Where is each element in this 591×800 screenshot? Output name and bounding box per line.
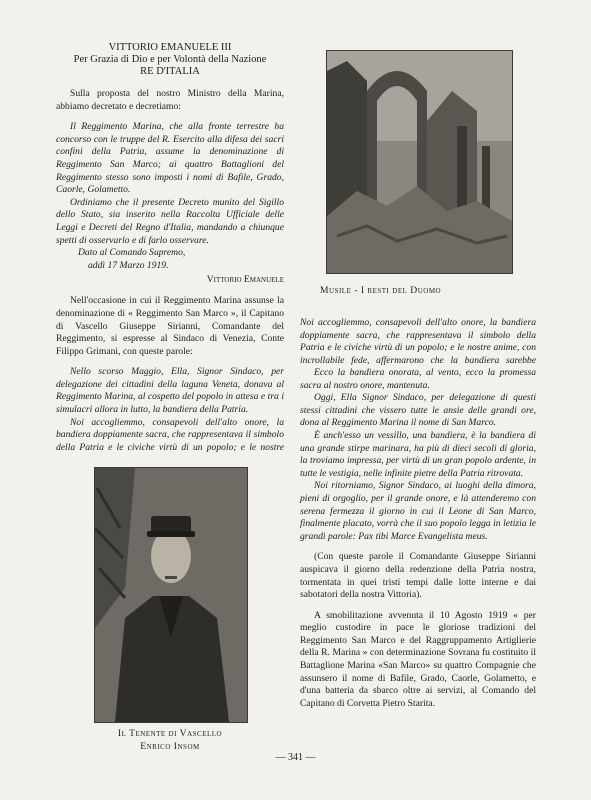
header-grace: Per Grazia di Dio e per Volontà della Nazione — [73, 54, 267, 65]
decree-paragraph-2: Ordiniamo che il presente Decreto munito del Sigillo dello Stato, sia inserito nella Raccolta Ufficiale delle Leggi e Decreti del Regno d'Italia, mandando a chiunque spetti di osservarlo e di farlo osservare. — [56, 196, 284, 246]
decree-date-line-2: addì 17 Marzo 1919. — [88, 259, 169, 271]
decree-signature: Vittorio Emanuele — [206, 274, 284, 286]
header-king-name: VITTORIO EMANUELE III — [108, 42, 232, 53]
right-column — [300, 42, 536, 710]
left-column — [56, 42, 284, 753]
decree-intro: Sulla proposta del nostro Ministro della Marina, abbiamo decretato e decretiamo: — [56, 88, 284, 112]
ruins-image — [327, 51, 512, 273]
body-paragraph-8: È anch'esso un vessillo, una bandiera, è la bandiera di una grande stirpe marinara, ha più di dieci secoli di gloria, la troviamo impressa, per virtù di un gran popolo ardente, in tutte le vestigia, nelle infinite pietre della Patria ritrovata. — [300, 429, 536, 479]
header-title: RE D'ITALIA — [140, 66, 200, 77]
body-paragraph-7: Oggi, Ella Signor Sindaco, per delegazione di questi stessi cittadini che vissero tutte le ansie delle grandi ore, dona al Reggimento Marina il nome di San Marco. — [300, 392, 536, 429]
body-paragraph-10: (Con queste parole il Comandante Giuseppe Sirianni auspicava il giorno della redenzione della Patria nostra, tormentata in quei tristi tempi dalle lotte interne e dai sabotatori della nostra Vittoria). — [300, 551, 536, 601]
body-paragraph-6: Ecco la bandiera onorata, al vento, ecco la promessa sacra al nostro onore, mantenuta. — [300, 367, 536, 391]
ruins-photo — [326, 50, 513, 274]
decree-paragraph-1: Il Reggimento Marina, che alla fronte terrestre ha concorso con le truppe del R. Esercito alla difesa dei sacri confini della Patria, assume la denominazione di Reggimento San Marco; ai quattro Battaglioni del Reggimento stesso sono imposti i nomi di Bafile, Grado, Caorle, Golametto. — [56, 121, 284, 196]
ruins-caption: Musile - I resti del Duomo — [320, 285, 442, 296]
officer-portrait-image — [95, 468, 247, 722]
officer-portrait-photo — [94, 467, 248, 723]
body-paragraph-5-continued: Noi accogliemmo, consapevoli dell'alto onore, la bandiera doppiamente sacra, che rappresentava il simbolo della Patria e le civiche virtù di un popolo; e le nostre anime, con incrollabile fede, affermarono che la bandiera sarebbe — [300, 317, 536, 366]
officer-caption-line-1: Il Tenente di Vascello — [117, 727, 223, 739]
decree-date-line-1: Dato al Comando Supremo, — [78, 247, 186, 259]
body-paragraph-3: Nell'occasione in cui il Reggimento Marina assunse la denominazione di « Reggimento San Marco », il Capitano di Vascello Giuseppe Sirianni, Comandante del Reggimento, si espresse al Sindaco di Venezia, Conte Filippo Grimani, con queste parole: — [56, 295, 284, 357]
body-paragraph-11: A smobilitazione avvenuta il 10 Agosto 1919 « per meglio custodire in pace le gloriose tradizioni del Reggimento San Marco e del Raggruppamento Artiglierie della R. Marina » con determinazione Sovrana fu costituito il Battaglione Marina «San Marco» su quattro Compagnie che assunsero il nome di Bafile, Grado, Caorle, Golametto, e d'una batteria da sbarco oltre ai servizi, al Comando del Capitano di Corvetta Pietro Starita. — [300, 609, 536, 709]
body-paragraph-4: Nello scorso Maggio, Ella, Signor Sindaco, per delegazione dei cittadini della laguna Veneta, donava al Reggimento Marina, al cospetto del popolo in attesa e tra i simulacri allora in lutto, la bandiera della Patria. — [56, 366, 284, 416]
page-number: — 341 — — [275, 752, 316, 763]
body-paragraph-9: Noi ritorniamo, Signor Sindaco, ai luoghi della dimora, pieni di orgoglio, per il grande onore, e là attenderemo con serena fermezza il giorno in cui il Leone di San Marco, finalmente placato, vorrà che il suo popolo legga in letizia le grandi parole: Pax tibi Marce Evangelista meus. — [300, 480, 536, 542]
body-paragraph-5: Noi accogliemmo, consapevoli dell'alto onore, la bandiera doppiamente sacra, che rappresentava il simbolo della Patria e le civiche virtù di un popolo; e le nostre — [56, 416, 284, 453]
officer-caption-line-2: Enrico Insom — [140, 740, 200, 752]
